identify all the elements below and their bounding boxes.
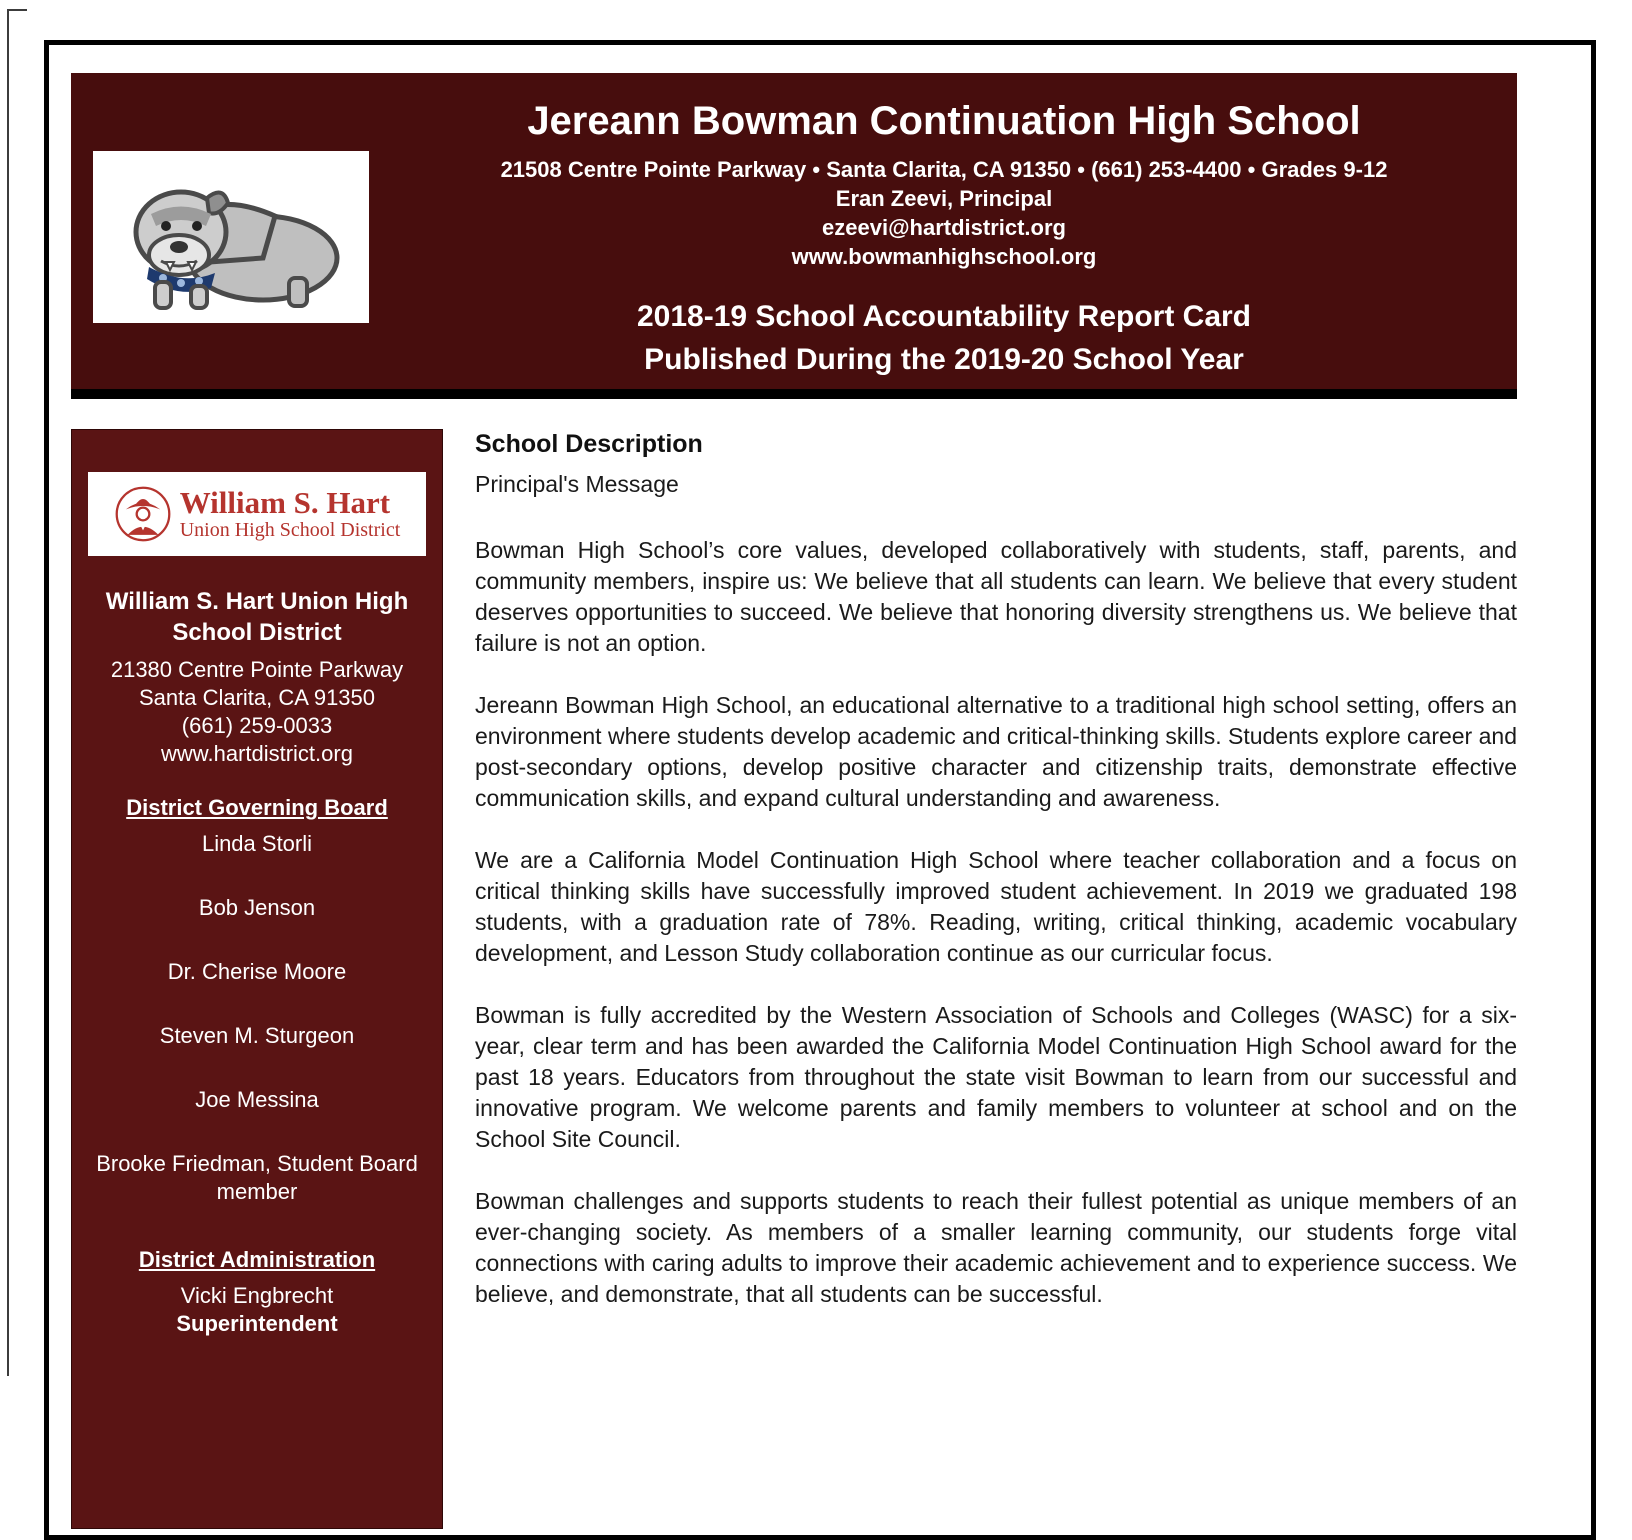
principal-email: ezeevi@hartdistrict.org <box>822 215 1066 240</box>
section-heading: School Description <box>475 430 703 458</box>
district-logo-name: William S. Hart <box>179 485 391 520</box>
school-header-banner <box>71 73 1517 399</box>
school-mascot-logo <box>93 151 369 323</box>
bulldog-mascot-icon <box>111 162 351 312</box>
principal-line: Eran Zeevi, Principal <box>835 186 1053 211</box>
paragraph: Bowman is fully accredited by the Western Association of Schools and Colleges (WASC) for a six-year, clear term and has been awarded the California Model Continuation High School award for the past 18 years. Educators from throughout the state visit Bowman to learn from our successful and innovative program. We welcome parents and family members to volunteer at school and on the School Site Council. <box>475 1002 1517 1152</box>
document-page <box>44 40 1596 1540</box>
paragraph: Jereann Bowman High School, an educational alternative to a traditional high school setting, offers an environment where students develop academic and critical-thinking skills. Students explore career and post-secondary options, develop positive character and citizenship traits, demonstrate effective communication skills, and expand cultural understanding and awareness. <box>475 692 1517 811</box>
district-logo-subtitle: Union High School District <box>179 519 401 541</box>
board-member: Linda Storli <box>201 831 313 856</box>
principals-message-label: Principal's Message <box>475 471 679 497</box>
district-address-line1: 21380 Centre Pointe Parkway <box>110 657 404 682</box>
page-left-edge-line <box>7 9 9 1376</box>
paragraph: Bowman High School’s core values, developed collaboratively with students, staff, parents, and community members, inspire us: We believe that all students can learn. We believe that every student deserves opportunities to succeed. We believe that honoring diversity strengthens us. We believe that failure is not an option. <box>475 537 1517 656</box>
superintendent-name: Vicki Engbrecht <box>180 1283 334 1308</box>
board-member: Joe Messina <box>195 1087 319 1112</box>
district-logo <box>88 472 426 556</box>
page-top-edge-tick <box>7 9 27 11</box>
school-name-title: Jereann Bowman Continuation High School <box>527 99 1361 143</box>
district-address-line2: Santa Clarita, CA 91350 <box>138 685 376 710</box>
paragraph: We are a California Model Continuation High School where teacher collaboration and a focus on critical thinking skills have successfully improved student achievement. In 2019 we graduated 198 students, with a graduation rate of 78%. Reading, writing, critical thinking, academic vocabulary development, and Lesson Study collaboration continue as our curricular focus. <box>475 847 1517 966</box>
main-content <box>475 429 1517 1529</box>
report-card-title-line2: Published During the 2019-20 School Year <box>644 343 1244 376</box>
board-member: Dr. Cherise Moore <box>167 959 347 984</box>
report-card-title-line1: 2018-19 School Accountability Report Card <box>636 300 1252 333</box>
board-member: Brooke Friedman, Student Board member <box>96 1151 418 1204</box>
school-address-line: 21508 Centre Pointe Parkway • Santa Clarita, CA 91350 • (661) 253-4400 • Grades 9-12 <box>500 157 1388 182</box>
governing-board-heading: District Governing Board <box>126 795 388 820</box>
district-name: William S. Hart Union High School District <box>105 588 409 646</box>
board-member: Steven M. Sturgeon <box>159 1023 355 1048</box>
district-website: www.hartdistrict.org <box>161 741 353 766</box>
district-phone: (661) 259-0033 <box>181 713 333 738</box>
superintendent-title: Superintendent <box>176 1311 338 1336</box>
school-website: www.bowmanhighschool.org <box>791 244 1097 269</box>
board-member: Bob Jenson <box>198 895 316 920</box>
paragraph: Bowman challenges and supports students to reach their fullest potential as unique members of an ever-changing society. As members of a smaller learning community, our students forge vital connections with caring adults to improve their academic achievement and to experience success. We believe, and demonstrate, that all students can be successful. <box>475 1188 1517 1307</box>
hart-district-emblem-icon <box>114 485 172 543</box>
district-sidebar <box>71 429 443 1529</box>
district-administration-heading: District Administration <box>138 1247 376 1272</box>
